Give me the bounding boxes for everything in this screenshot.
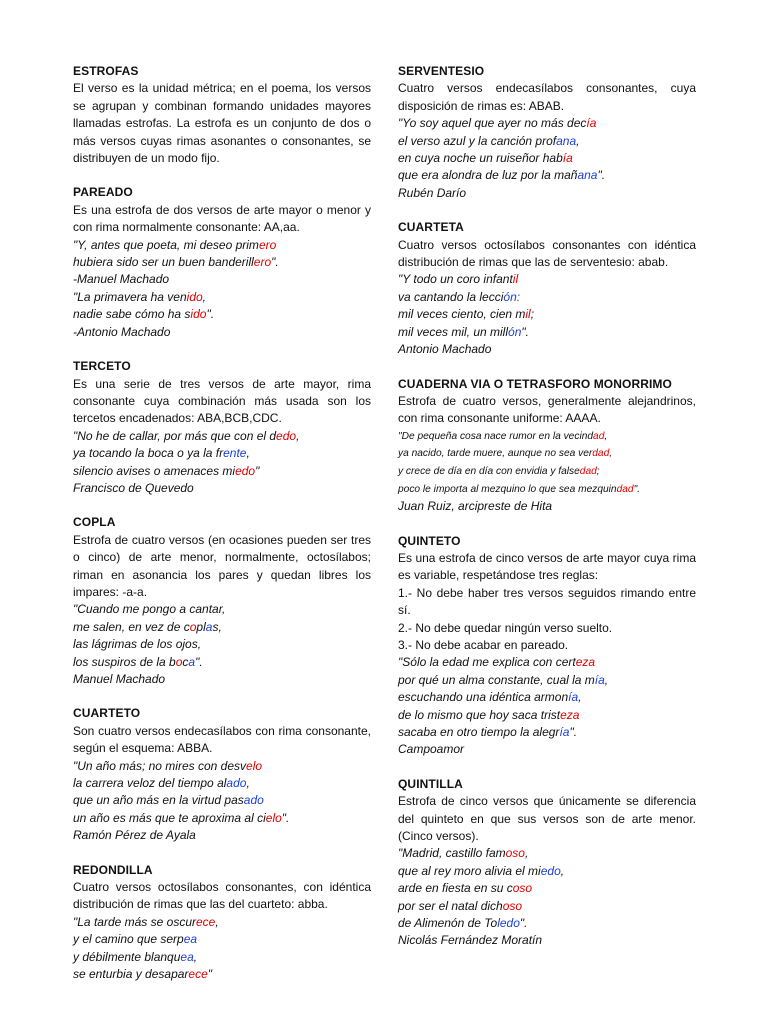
rhyme-segment: ón:	[503, 289, 521, 304]
verse-line	[73, 914, 371, 931]
verse-line	[398, 271, 696, 288]
section-heading: CUARTETA	[398, 220, 464, 235]
verse-line	[398, 915, 696, 932]
text-segment: ,	[193, 949, 198, 964]
text-segment: sacaba en otro tiempo la alegr	[398, 724, 560, 739]
rhyme-segment: ea	[180, 949, 194, 964]
text-segment: y crece de día en día con envidia y false	[398, 465, 580, 477]
verse-line	[398, 707, 696, 724]
verse-line	[73, 428, 371, 445]
section-heading: QUINTILLA	[398, 776, 463, 791]
text-segment: "No he de callar, por más que con el d	[73, 428, 277, 443]
text-segment: ,	[296, 428, 300, 443]
author-line	[73, 827, 371, 844]
verse-line	[73, 758, 371, 775]
rhyme-segment: elo	[265, 810, 282, 825]
text-segment: "Y, antes que poeta, mi deseo prim	[73, 237, 259, 252]
section-heading: TERCETO	[73, 359, 131, 374]
text-segment: ;	[596, 465, 600, 477]
verse-line	[398, 724, 696, 741]
rhyme-segment: oso	[505, 846, 525, 861]
verse-line	[73, 237, 371, 254]
verse-line	[73, 445, 371, 462]
text-segment: ".	[195, 654, 203, 669]
text-segment: -Manuel Machado	[73, 272, 170, 287]
rhyme-segment: ece	[195, 914, 216, 929]
text-segment: Campoamor	[398, 742, 465, 757]
text-segment: ,	[202, 289, 207, 304]
text-segment: nadie sabe cómo ha s	[73, 307, 191, 322]
definition-text: Cuatro versos octosílabos consonantes con idéntica distribución de rimas que las de serventesio: abab.	[398, 237, 696, 270]
rhyme-segment: elo	[246, 758, 263, 773]
rhyme-segment: ado	[226, 776, 247, 791]
verse-line	[398, 167, 696, 184]
text-segment: de Alimenón de To	[398, 916, 498, 931]
text-segment: ,	[604, 672, 609, 687]
rhyme-segment: ad	[593, 430, 605, 442]
text-segment: "	[207, 967, 213, 982]
section-serventesio	[398, 63, 696, 202]
rhyme-segment: ana	[556, 133, 577, 148]
rhyme-segment: dad	[579, 465, 597, 477]
section-pareado	[73, 184, 371, 341]
definition-text: Cuatro versos endecasílabos consonantes, cuya disposición de rimas es: ABAB.	[398, 81, 696, 113]
text-segment: "La primavera ha ven	[73, 289, 187, 304]
text-segment: de lo mismo que hoy saca trist	[398, 707, 561, 722]
verse-line	[398, 689, 696, 706]
text-segment: silencio avises o amenaces mi	[73, 463, 236, 478]
text-segment: ".	[206, 307, 215, 322]
verse-line	[73, 619, 371, 636]
text-segment: y el camino que serp	[73, 932, 184, 947]
text-segment: "Sólo la edad me explica con cert	[398, 655, 576, 670]
definition-text: Es una estrofa de cinco versos de arte mayor cuya rima es variable, respetándose tres reglas:	[398, 550, 696, 583]
verse-line	[73, 654, 371, 671]
verse-line	[398, 463, 696, 481]
section-heading: COPLA	[73, 515, 116, 530]
rhyme-segment: ero	[258, 237, 277, 252]
verse-line	[398, 150, 696, 167]
rhyme-segment: ía	[594, 672, 605, 687]
text-segment: las lágrimas de los ojos,	[73, 637, 202, 652]
text-segment: ,	[246, 446, 250, 461]
rhyme-segment: oso	[512, 881, 533, 896]
rhyme-segment: oso	[502, 898, 523, 913]
section-redondilla	[73, 862, 371, 984]
definition-text: Estrofa de cuatro versos, generalmente alejandrinos, con rima consonante uniforme: AAAA.	[398, 393, 696, 426]
text-segment: que al rey moro alivia el mi	[398, 863, 541, 878]
text-segment: ".	[521, 324, 529, 339]
verse-line	[73, 931, 371, 948]
section-quinteto	[398, 533, 696, 759]
text-segment: "Y todo un coro infant	[398, 272, 513, 287]
verse-line	[73, 306, 371, 323]
text-segment: la carrera veloz del tiempo al	[73, 776, 227, 791]
definition-text: Son cuatro versos endecasílabos con rima consonante, según el esquema: ABBA.	[73, 723, 371, 756]
text-segment: ".	[519, 916, 528, 931]
verse-line	[73, 289, 371, 306]
author-line	[398, 341, 696, 358]
verse-line	[398, 324, 696, 341]
text-segment: "Yo soy aquel que ayer no más dec	[398, 116, 587, 131]
text-segment: ,	[578, 690, 582, 705]
rhyme-segment: dad	[616, 483, 634, 495]
section-cuarteto	[73, 705, 371, 844]
text-segment: me salen, en vez de c	[73, 619, 190, 634]
section-copla	[73, 514, 371, 688]
rhyme-segment: ece	[188, 967, 208, 982]
author-line	[398, 185, 696, 202]
definition-text: Cuatro versos octosílabos consonantes, con idéntica distribución de rimas que las del cuarteto: abba.	[73, 880, 371, 912]
text-segment: escuchando una idéntica armon	[398, 690, 569, 705]
definition-text: Estrofa de cuatro versos (en ocasiones pueden ser tres o cinco) de arte menor, normalmente, octosílabos; riman en asonancia los pares y quedan libres los impares: -a-a.	[73, 532, 371, 599]
text-segment: mil veces mil, un mill	[398, 324, 509, 339]
text-segment: que un año más en la virtud pas	[73, 793, 244, 808]
rhyme-segment: ana	[577, 168, 598, 183]
verse-line	[398, 289, 696, 306]
author-line	[73, 480, 371, 497]
text-segment: ;	[530, 307, 535, 322]
verse-line	[73, 949, 371, 966]
rhyme-segment: edo	[540, 863, 561, 878]
section-terceto	[73, 358, 371, 497]
author-line	[73, 671, 371, 688]
rhyme-segment: edo	[235, 463, 256, 478]
rhyme-segment: il	[512, 272, 519, 287]
text-segment: ".	[633, 483, 641, 495]
definition-text: Estrofa de cinco versos que únicamente se diferencia del quinteto en que sus versos son de arte menor. (Cinco versos).	[398, 794, 696, 843]
text-segment: un año es más que te aproxima al ci	[73, 810, 266, 825]
text-segment: arde en fiesta en su c	[398, 881, 513, 896]
verse-line	[73, 966, 371, 983]
text-segment: "Un año más; no mires con desv	[73, 758, 247, 773]
text-segment: ".	[569, 724, 578, 739]
rhyme-segment: ado	[243, 793, 264, 808]
rhyme-segment: ía	[568, 690, 579, 705]
text-segment: los suspiros de la b	[73, 654, 176, 669]
text-segment: Nicolás Fernández Moratín	[398, 933, 543, 948]
text-segment: "Madrid, castillo fam	[398, 846, 506, 861]
verse-line	[398, 845, 696, 862]
text-segment: "Cuando me pongo a cantar,	[73, 602, 226, 617]
author-line	[73, 271, 371, 288]
verse-line	[73, 775, 371, 792]
text-segment: ".	[281, 810, 290, 825]
rhyme-segment: ea	[183, 932, 198, 947]
text-segment: poco le importa al mezquino lo que sea mezquin	[398, 483, 617, 495]
section-cuarteta	[398, 219, 696, 358]
text-segment: que era alondra de luz por la mañ	[398, 168, 578, 183]
text-segment: por qué un alma constante, cual la m	[398, 672, 595, 687]
text-segment: Rubén Darío	[398, 185, 467, 200]
text-segment: por ser el natal dich	[398, 898, 503, 913]
text-segment: ya nacido, tarde muere, aunque no sea ver	[398, 448, 593, 460]
rhyme-segment: ía	[562, 151, 573, 166]
text-segment: "De pequeña cosa nace rumor en la vecind	[398, 430, 594, 442]
right-column	[398, 63, 696, 967]
rhyme-segment: a	[188, 654, 196, 669]
rhyme-segment: ía	[559, 724, 570, 739]
rhyme-segment: ente	[223, 446, 247, 461]
definition-text: Es una estrofa de dos versos de arte mayor o menor y con rima normalmente consonante: AA,aa.	[73, 202, 371, 235]
section-heading: SERVENTESIO	[398, 64, 485, 78]
text-segment: ".	[597, 168, 606, 183]
text-segment: Ramón Pérez de Ayala	[73, 828, 196, 843]
verse-line	[398, 115, 696, 132]
verse-line	[73, 601, 371, 618]
author-line	[398, 498, 696, 515]
section-heading: PAREADO	[73, 185, 133, 200]
text-segment: "	[255, 463, 260, 478]
text-segment: ,	[604, 430, 608, 442]
verse-line	[398, 672, 696, 689]
rhyme-segment: o	[189, 619, 197, 634]
text-segment: el verso azul y la canción prof	[398, 133, 557, 148]
definition-text: Es una serie de tres versos de arte mayor, rima consonante cuya combinación más usada son los tercetos encadenados: ABA,BCB,CDC.	[73, 376, 371, 426]
verse-line	[398, 306, 696, 323]
text-segment: ya tocando la boca o ya la fr	[73, 446, 224, 461]
author-line	[73, 324, 371, 341]
text-segment: ,	[246, 776, 250, 791]
section-estrofas	[73, 63, 371, 167]
definition-text: 1.- No debe haber tres versos seguidos rimando entre sí.	[398, 585, 696, 618]
rhyme-segment: ido	[190, 307, 207, 322]
rhyme-segment: ero	[253, 255, 272, 270]
definition-text: 2.- No debe quedar ningún verso suelto.	[398, 620, 613, 635]
verse-line	[398, 445, 696, 463]
text-segment: ,	[576, 133, 580, 148]
text-segment: -Antonio Machado	[73, 324, 171, 339]
text-segment: pl	[196, 619, 206, 634]
text-segment: ,	[215, 914, 219, 929]
rhyme-segment: edo	[276, 428, 297, 443]
text-segment: c	[182, 654, 189, 669]
rhyme-segment: eza	[560, 707, 580, 722]
text-segment: "La tarde más se oscur	[73, 914, 196, 929]
verse-line	[73, 636, 371, 653]
rhyme-segment: dad	[592, 448, 610, 460]
author-line	[398, 932, 696, 949]
section-heading: QUINTETO	[398, 533, 461, 548]
text-segment: en cuya noche un ruiseñor hab	[398, 151, 563, 166]
rhyme-segment: il	[525, 307, 531, 322]
rhyme-segment: ón	[508, 324, 522, 339]
text-segment: Manuel Machado	[73, 672, 166, 686]
rhyme-segment: eza	[575, 655, 596, 670]
verse-line	[73, 254, 371, 271]
text-segment: y débilmente blanqu	[73, 949, 181, 964]
verse-line	[398, 880, 696, 897]
left-column	[73, 63, 371, 1001]
verse-line	[398, 863, 696, 880]
section-heading: CUADERNA VIA O TETRASFORO MONORRIMO	[398, 376, 672, 391]
definition-text: 3.- No debe acabar en pareado.	[398, 637, 569, 652]
text-segment: ,	[560, 863, 565, 878]
rhyme-segment: ledo	[497, 916, 520, 931]
rhyme-segment: ido	[186, 289, 203, 304]
verse-line	[398, 898, 696, 915]
text-segment: mil veces ciento, cien m	[398, 307, 526, 322]
section-quintilla	[398, 776, 696, 950]
text-segment: hubiera sido ser un buen banderill	[73, 255, 254, 270]
verse-line	[73, 810, 371, 827]
section-cuaderna-via-o-tetrasforo-monorrimo	[398, 376, 696, 516]
section-heading: REDONDILLA	[73, 862, 153, 877]
text-segment: ,	[524, 846, 529, 861]
verse-line	[73, 792, 371, 809]
author-line	[398, 741, 696, 758]
verse-line	[398, 133, 696, 150]
text-segment: ".	[271, 255, 279, 270]
text-segment: s,	[212, 619, 222, 634]
verse-line	[398, 481, 696, 499]
verse-line	[398, 428, 696, 446]
rhyme-segment: ía	[586, 116, 597, 131]
text-segment: Antonio Machado	[398, 342, 492, 357]
section-heading: ESTROFAS	[73, 64, 139, 78]
verse-line	[398, 654, 696, 671]
text-segment: se enturbia y desapar	[73, 967, 189, 982]
text-segment: Juan Ruiz, arcipreste de Hita	[398, 499, 553, 514]
verse-line	[73, 463, 371, 480]
rhyme-segment: a	[205, 619, 213, 634]
text-segment: va cantando la lecci	[398, 289, 504, 304]
section-heading: CUARTETO	[73, 706, 141, 721]
rhyme-segment: o	[175, 654, 183, 669]
definition-text: El verso es la unidad métrica; en el poema, los versos se agrupan y combinan formando unidades mayores llamadas estrofas. La estrofa es un conjunto de dos o más versos cuyas rimas asonantes o consonantes, se distribuyen de un modo fijo.	[73, 81, 371, 166]
text-segment: ,	[609, 448, 613, 460]
text-segment: Francisco de Quevedo	[73, 480, 194, 495]
